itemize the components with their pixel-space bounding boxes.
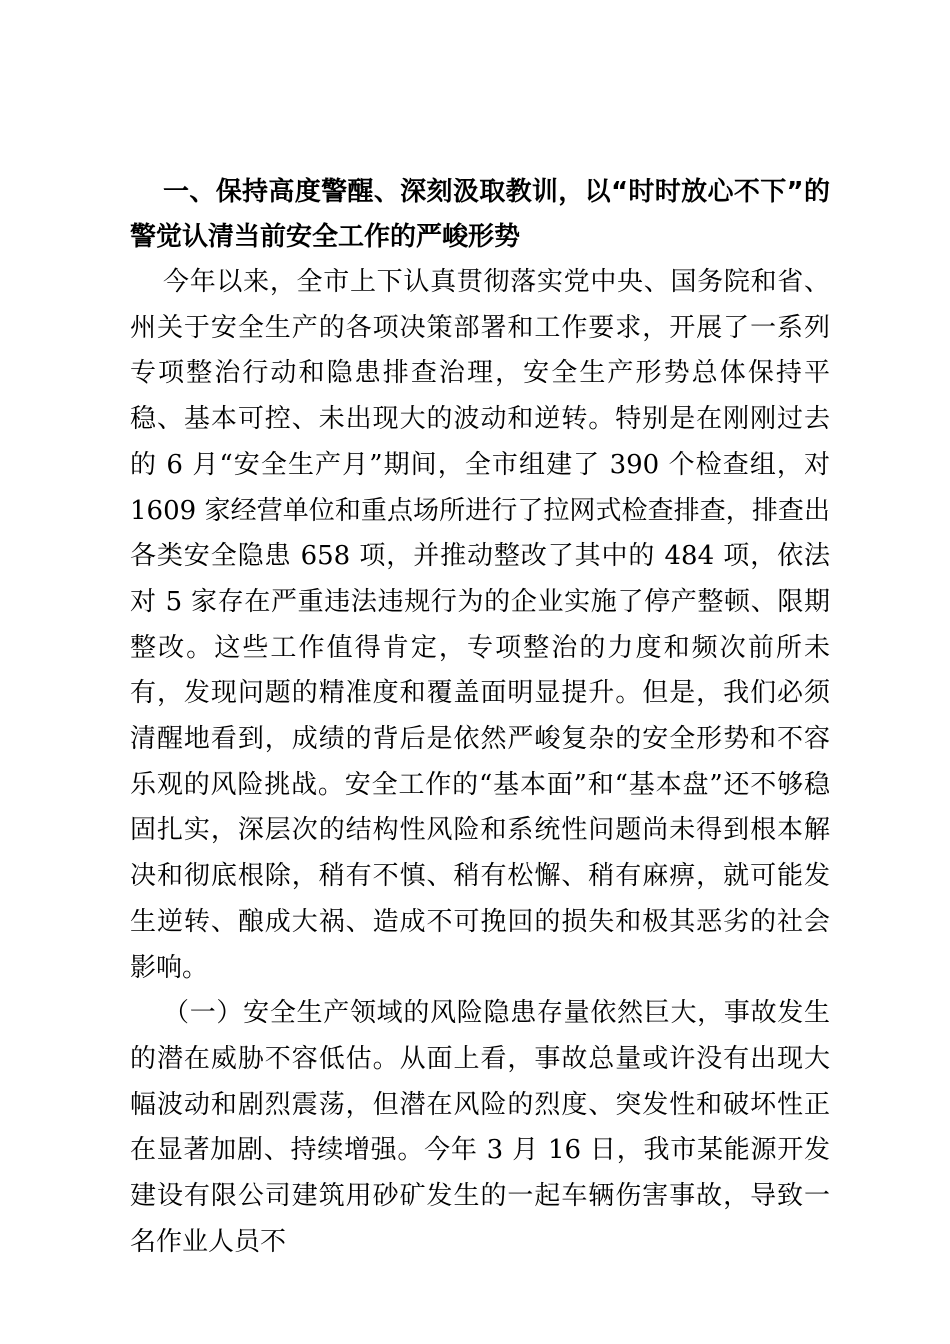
body-paragraph-1: 今年以来，全市上下认真贯彻落实党中央、国务院和省、州关于安全生产的各项决策部署和工作要求，开展了一系列专项整治行动和隐患排查治理，安全生产形势总体保持平稳、基本可控、未出现大的波动和逆转。特别是在刚刚过去的 6 月“安全生产月”期间，全市组建了 390 个检查组，对 1609 家经营单位和重点场所进行了拉网式检查排查，排查出各类安全隐患 658 项，并推动整改了其中的 484 项，依法对 5 家存在严重违法违规行为的企业实施了停产整顿、限期整改。这些工作值得肯定，专项整治的力度和频次前所未有，发现问题的精准度和覆盖面明显提升。但是，我们必须清醒地看到，成绩的背后是依然严峻复杂的安全形势和不容乐观的风险挑战。安全工作的“基本面”和“基本盘”还不够稳固扎实，深层次的结构性风险和系统性问题尚未得到根本解决和彻底根除，稍有不慎、稍有松懈、稍有麻痹，就可能发生逆转、酿成大祸、造成不可挽回的损失和极其恶劣的社会影响。 xyxy=(130,267,830,983)
document-page xyxy=(130,170,830,1265)
section-heading: 一、保持高度警醒、深刻汲取教训，以“时时放心不下”的警觉认清当前安全工作的严峻形势 xyxy=(130,177,830,252)
body-paragraph-2: （一）安全生产领域的风险隐患存量依然巨大，事故发生的潜在威胁不容低估。从面上看，事故总量或许没有出现大幅波动和剧烈震荡，但潜在风险的烈度、突发性和破坏性正在显著加剧、持续增强。今年 3 月 16 日，我市某能源开发建设有限公司建筑用砂矿发生的一起车辆伤害事故，导致一名作业人员不 xyxy=(130,998,830,1257)
